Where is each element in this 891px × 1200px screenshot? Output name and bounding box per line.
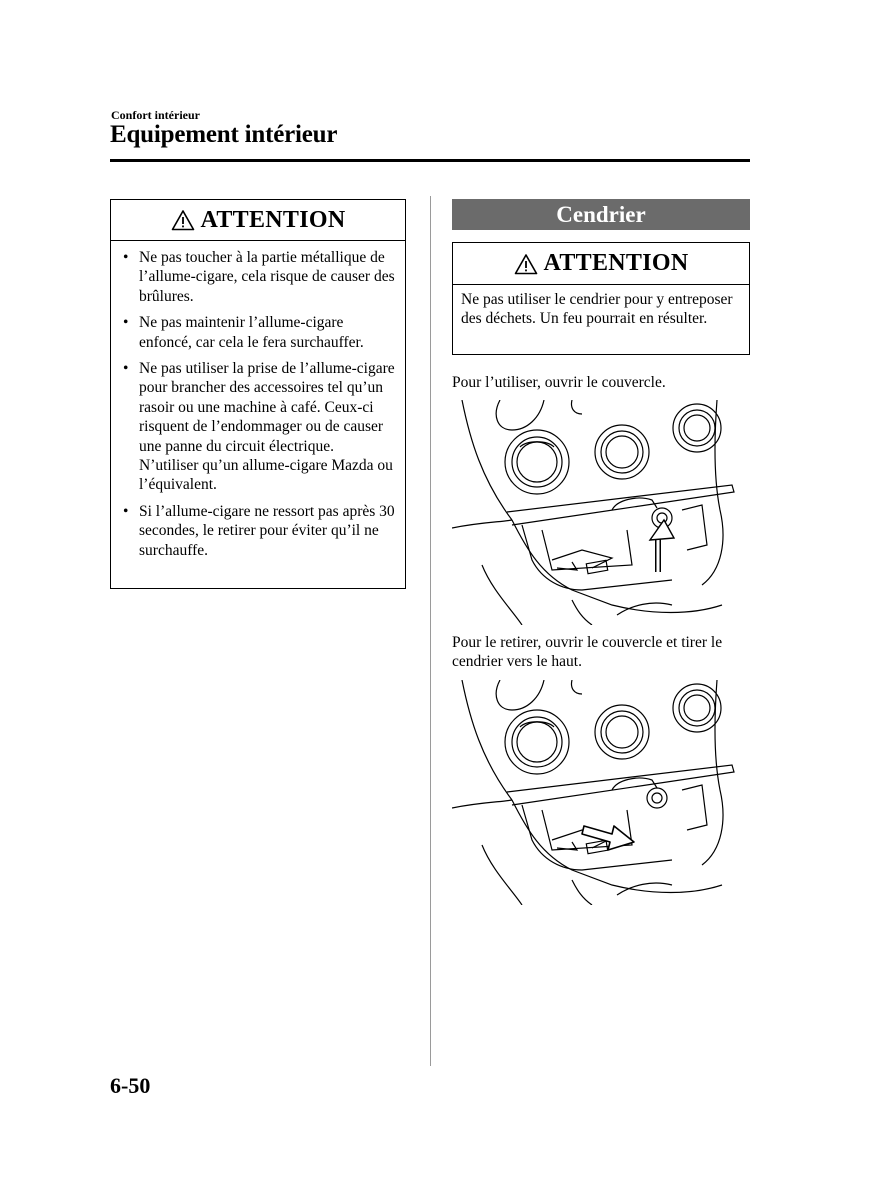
page-number: 6-50 xyxy=(110,1073,151,1098)
warning-triangle-icon xyxy=(171,209,195,231)
caution-box-ashtray xyxy=(452,242,750,355)
bullet-text: Ne pas utiliser la prise de l’allume-cigare pour brancher des accessoires tel qu’un rasoir ou une machine à café. Ceux-ci risquent de l’endommager ou de causer une panne du circuit électrique. N’utiliser qu’un allume-cigare Mazda ou l’équivalent. xyxy=(139,360,395,494)
caution-list xyxy=(111,241,405,560)
caution-title: ATTENTION xyxy=(200,206,346,233)
list-item: • Ne pas maintenir l’allume-cigare enfoncé, car cela le fera surchauffer. xyxy=(123,314,364,351)
caution-header xyxy=(453,243,749,285)
column-divider xyxy=(430,196,431,1066)
instruction-remove: Pour le retirer, ouvrir le couvercle et tirer le cendrier vers le haut. xyxy=(452,634,723,671)
ashtray-remove-illustration xyxy=(452,680,752,905)
warning-triangle-icon xyxy=(514,253,538,275)
caution-title: ATTENTION xyxy=(543,250,689,276)
caution-box-lighter xyxy=(110,199,406,589)
section-heading-cendrier: Cendrier xyxy=(452,199,750,230)
curved-up-arrow-icon xyxy=(650,520,674,572)
caution-header xyxy=(111,200,405,241)
page-title: Equipement intérieur xyxy=(110,121,338,148)
header-rule xyxy=(110,159,750,162)
bullet-text: Ne pas maintenir l’allume-cigare enfoncé, car cela le fera surchauffer. xyxy=(139,314,364,351)
caution-text: Ne pas utiliser le cendrier pour y entreposer des déchets. Un feu pourrait en résulter. xyxy=(461,291,733,328)
list-item: • Ne pas toucher à la partie métallique de l’allume-cigare, cela risque de causer des brûlures. xyxy=(123,249,395,305)
list-item: • Ne pas utiliser la prise de l’allume-cigare pour brancher des accessoires tel qu’un rasoir ou une machine à café. Ceux-ci risquent de l’endommager ou de causer une panne du circuit électrique. N’utiliser qu’un allume-cigare Mazda ou l’équivalent. xyxy=(123,360,395,494)
ashtray-open-illustration xyxy=(452,400,752,625)
instruction-open: Pour l’utiliser, ouvrir le couvercle. xyxy=(452,374,666,391)
bullet-text: Si l’allume-cigare ne ressort pas après 30 secondes, le retirer pour éviter qu’il ne surchauffe. xyxy=(139,502,395,559)
bullet-text: Ne pas toucher à la partie métallique de l’allume-cigare, cela risque de causer des brûlures. xyxy=(139,249,395,305)
list-item: • Si l’allume-cigare ne ressort pas après 30 secondes, le retirer pour éviter qu’il ne surchauffe. xyxy=(123,502,395,559)
section-label: Confort intérieur xyxy=(111,108,200,122)
